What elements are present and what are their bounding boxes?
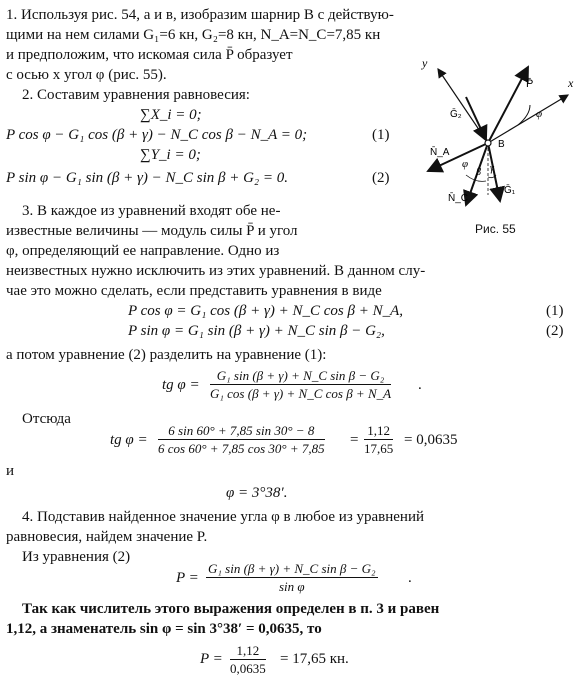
text-line: чае это можно сделать, если представить уравнения в виде <box>6 283 382 299</box>
fraction-denominator: 6 cos 60° + 7,85 cos 30° + 7,85 <box>158 441 325 456</box>
tg-fraction <box>210 368 391 401</box>
text-line: равновесия, найдем значение P. <box>6 529 208 545</box>
text-line: 2. Составим уравнения равновесия: <box>22 87 250 103</box>
fraction-numerator: G₁ sin (β + γ) + N_C sin β − G₂ <box>208 561 376 576</box>
label-g1: Ḡ₁ <box>504 185 516 196</box>
calc-fraction <box>158 423 325 456</box>
label-beta: β <box>476 167 481 178</box>
figure-caption: Рис. 55 <box>475 222 516 236</box>
label-na: N̄_A <box>430 147 450 158</box>
text-line: Из уравнения (2) <box>22 549 131 565</box>
label-nc: N̄_C <box>448 193 469 204</box>
label-b: B <box>498 139 505 150</box>
text-line: 1,12, а знаменатель sin φ = sin 3°38′ = 0,0635, то <box>6 621 322 637</box>
calc-lhs: tg φ = <box>110 432 148 448</box>
label-y: y <box>422 56 428 70</box>
calc2-fraction <box>364 423 393 456</box>
equation-number: (2) <box>372 170 390 186</box>
text-line: 4. Подставив найденное значение угла φ в любое из уравнений <box>22 509 424 525</box>
equation-2: P sin φ − G₁ sin (β + γ) − N_C sin β + G₂ = 0. <box>6 170 289 186</box>
fraction-numerator: G₁ sin (β + γ) + N_C sin β − G₂ <box>210 368 391 385</box>
fraction-numerator: 1,12 <box>364 423 393 440</box>
tg-lhs: tg φ = <box>162 377 200 393</box>
phi-value: φ = 3°38′. <box>226 485 288 501</box>
equation-2-rewritten: P sin φ = G₁ sin (β + γ) + N_C sin β − G₂, <box>128 323 385 339</box>
p-lhs: P = <box>176 570 199 586</box>
equation-1: P cos φ − G₁ cos (β + γ) − N_C cos β − N_A = 0; <box>6 127 308 143</box>
text-line: неизвестных нужно исключить из этих уравнений. В данном слу- <box>6 263 426 279</box>
force-diagram-figure <box>418 55 578 225</box>
equation-number: (1) <box>372 127 390 143</box>
text-line: и <box>6 463 15 479</box>
equals: = <box>350 432 359 448</box>
text-line: и предположим, что искомая сила P̄ образует <box>6 47 293 63</box>
equation-number: (2) <box>546 323 564 339</box>
text-line: Так как числитель этого выражения определен в п. 3 и равен <box>22 601 440 617</box>
period: . <box>418 377 422 393</box>
g2-vector <box>466 97 486 140</box>
text-line: щими на нем силами G₁=6 кн, G₂=8 кн, N_A=N_C=7,85 кн <box>6 27 381 43</box>
text-line: а потом уравнение (2) разделить на уравнение (1): <box>6 347 327 363</box>
fraction-denominator: G₁ cos (β + γ) + N_C cos β + N_A <box>210 386 392 401</box>
label-x: x <box>568 76 574 90</box>
fraction-denominator: 0,0635 <box>230 661 266 676</box>
final-fraction <box>230 643 266 676</box>
final-lhs: P = <box>200 651 223 667</box>
final-result: = 17,65 кн. <box>280 651 349 667</box>
fraction-denominator: sin φ <box>278 579 305 594</box>
equation-number: (1) <box>546 303 564 319</box>
calc-result: = 0,0635 <box>404 432 458 448</box>
label-phi2: φ <box>462 158 469 170</box>
text-line: Отсюда <box>22 411 71 427</box>
fraction-denominator: 17,65 <box>364 441 394 456</box>
equation-1-rewritten: P cos φ = G₁ cos (β + γ) + N_C cos β + N_A, <box>128 303 403 319</box>
fraction-numerator: 1,12 <box>230 643 266 660</box>
label-gamma: γ <box>490 163 494 174</box>
fraction-numerator: 6 sin 60° + 7,85 sin 30° − 8 <box>158 423 325 440</box>
joint-b <box>485 140 491 146</box>
period: . <box>408 570 412 586</box>
label-phi: φ <box>536 108 543 120</box>
text-line: известные величины — модуль силы P̄ и угол <box>6 223 298 239</box>
equation-sum-x: ∑X_i = 0; <box>140 107 202 123</box>
y-axis <box>438 69 488 143</box>
label-g2: Ḡ₂ <box>450 109 462 120</box>
text-line: с осью x угол φ (рис. 55). <box>6 67 167 83</box>
text-line: 3. В каждое из уравнений входят обе не- <box>22 203 281 219</box>
text-line: 1. Используя рис. 54, а и в, изобразим шарнир B с действую- <box>6 7 394 23</box>
p-fraction <box>206 561 378 594</box>
text-line: φ, определяющий ее направление. Одно из <box>6 243 280 259</box>
equation-sum-y: ∑Y_i = 0; <box>140 147 201 163</box>
label-p: P̄ <box>526 78 534 90</box>
